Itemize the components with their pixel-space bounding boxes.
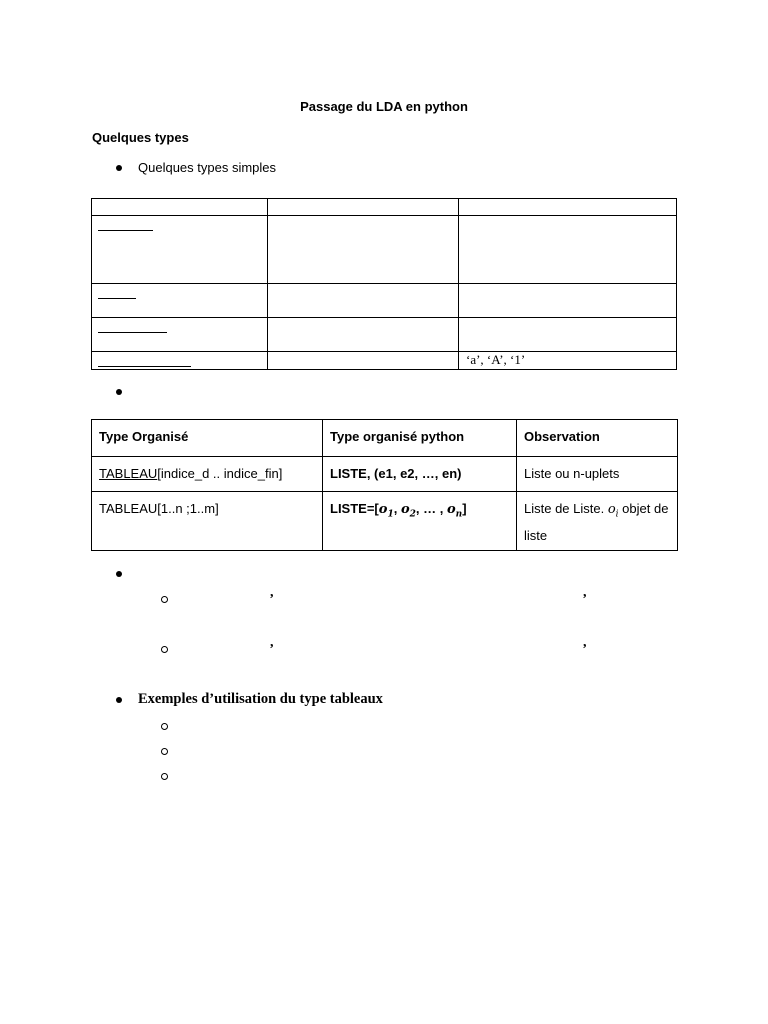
bullet-simple-types-label: Quelques types simples	[138, 160, 277, 175]
bullet-dot	[116, 389, 122, 395]
bullet-dot	[116, 165, 122, 171]
comma-mark: ,	[583, 635, 587, 650]
bullet-examples-label: Exemples d’utilisation du type tableaux	[138, 691, 383, 707]
header-observation: Observation	[517, 420, 678, 457]
sub-bullet-circle	[161, 646, 168, 653]
sub-bullet-circle	[161, 723, 168, 730]
python-type-cell: LISTE, (e1, e2, …, en)	[323, 457, 517, 492]
blank-underline	[98, 230, 153, 231]
bullet-dot	[116, 697, 122, 703]
observation-cell: Liste ou n-uplets	[517, 457, 678, 492]
tableau-cell: TABLEAU[indice_d .. indice_fin]	[92, 457, 323, 492]
char-examples-cell: ‘a’, ‘A’, ‘1’	[466, 352, 526, 367]
tableau-2d-cell: TABLEAU[1..n ;1..m]	[92, 492, 323, 551]
table-row	[92, 457, 678, 492]
observation-list-cell: Liste de Liste. $o_i$ objet de liste	[517, 492, 678, 551]
comma-mark: ,	[270, 585, 274, 600]
header-type-python: Type organisé python	[323, 420, 517, 457]
blank-underline	[98, 366, 191, 367]
organised-types-table	[91, 419, 678, 551]
blank-underline	[98, 332, 167, 333]
sub-bullet-circle	[161, 773, 168, 780]
simple-types-table	[91, 198, 677, 370]
comma-mark: ,	[270, 635, 274, 650]
bullet-dot	[116, 571, 122, 577]
blank-underline	[98, 298, 136, 299]
python-type-list-cell: $LISTE=[o_1$, $o_2$, … , $o_n$]	[323, 492, 517, 551]
sub-bullet-circle	[161, 748, 168, 755]
table-row	[92, 492, 678, 551]
section-heading: Quelques types	[92, 130, 189, 145]
sub-bullet-circle	[161, 596, 168, 603]
document-title: Passage du LDA en python	[300, 99, 468, 114]
comma-mark: ,	[583, 585, 587, 600]
header-type-organise: Type Organisé	[92, 420, 323, 457]
